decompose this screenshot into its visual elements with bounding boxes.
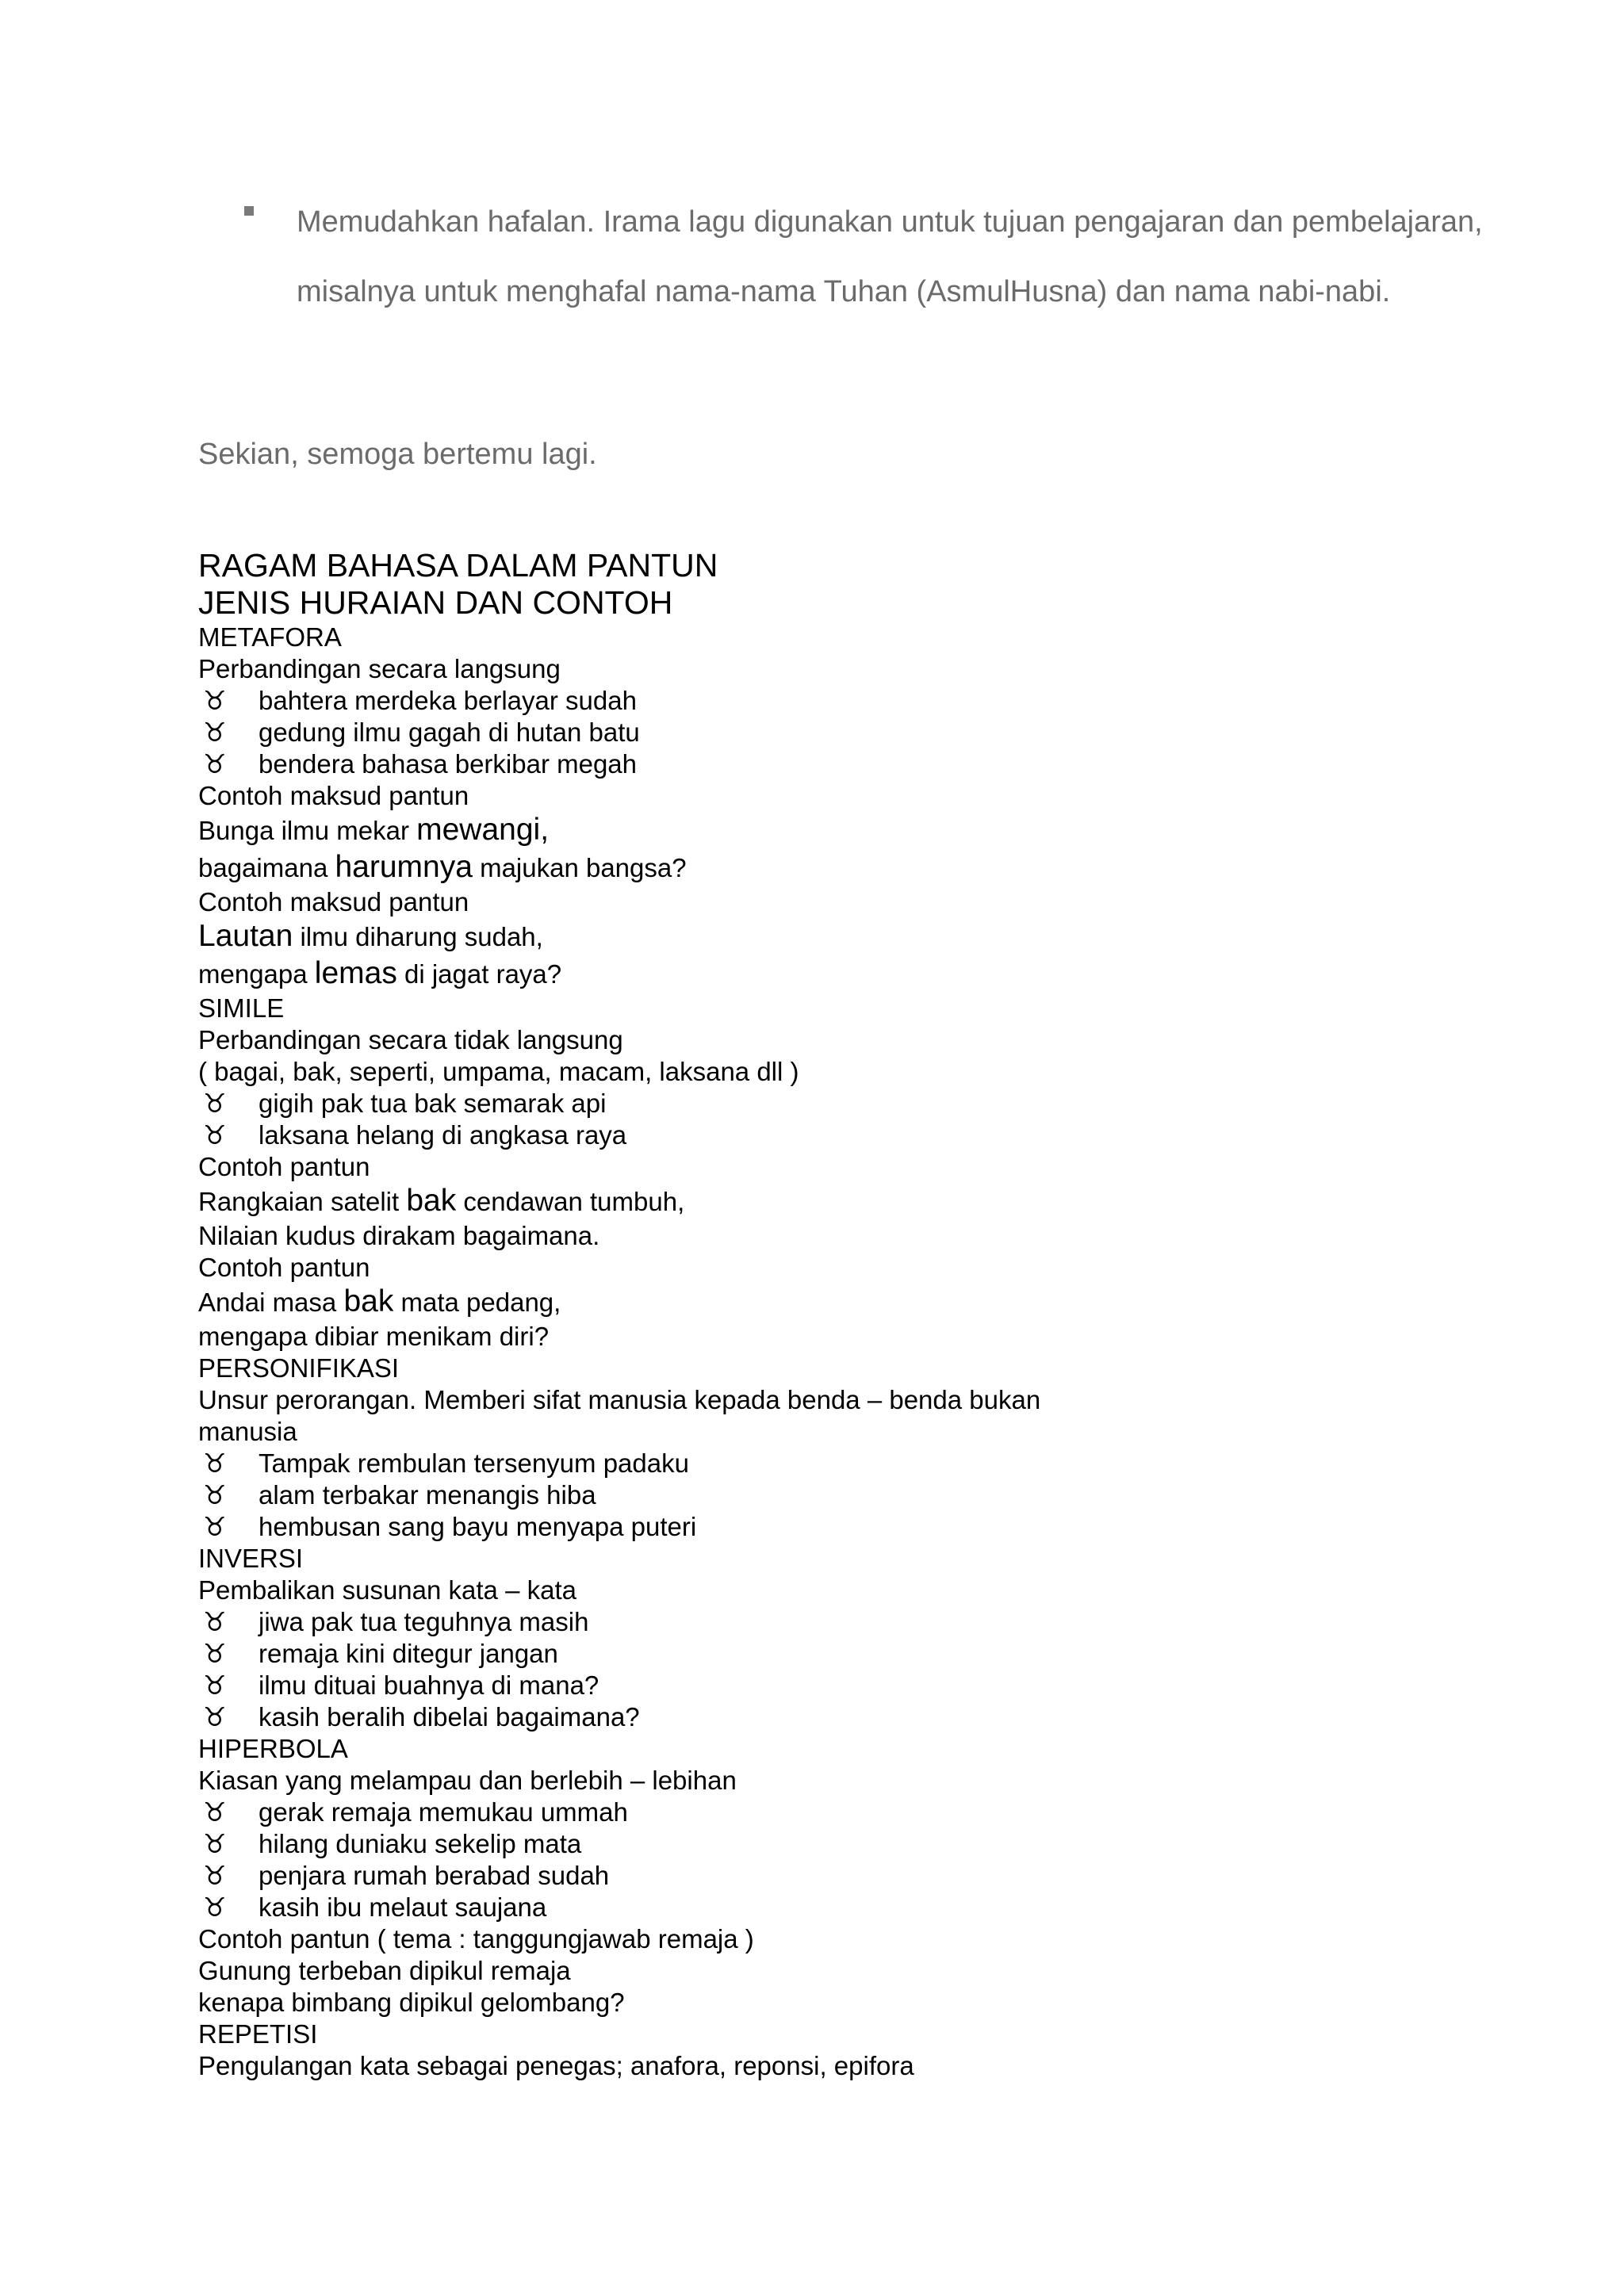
hiperbola-description: Kiasan yang melampau dan berlebih – lebihan (198, 1766, 737, 1795)
taurus-bullet-icon: ♉ (203, 718, 227, 747)
list-item: ♉ laksana helang di angkasa raya (198, 1119, 1546, 1151)
pantun-line: Lautan ilmu diharung sudah, (198, 919, 543, 953)
list-item: ♉ penjara rumah berabad sudah (198, 1860, 1546, 1892)
pantun-line: bagaimana harumnya majukan bangsa? (198, 850, 687, 884)
list-item: ♉ hembusan sang bayu menyapa puteri (198, 1511, 1546, 1543)
list-item: ♉ jiwa pak tua teguhnya masih (198, 1606, 1546, 1638)
pantun-line: mengapa lemas di jagat raya? (198, 956, 562, 990)
list-item: ♉ gigih pak tua bak semarak api (198, 1088, 1546, 1119)
example-label: Contoh pantun (198, 1152, 370, 1181)
list-item: ♉ bendera bahasa berkibar megah (198, 748, 1546, 780)
document-subtitle: JENIS HURAIAN DAN CONTOH (198, 584, 673, 621)
pantun-line: Nilaian kudus dirakam bagaimana. (198, 1221, 600, 1250)
document-title: RAGAM BAHASA DALAM PANTUN (198, 547, 718, 584)
main-content (198, 547, 1546, 2082)
list-item: ♉ ilmu dituai buahnya di mana? (198, 1670, 1546, 1701)
personifikasi-description: Unsur perorangan. Memberi sifat manusia kepada benda – benda bukan manusia (198, 1385, 1041, 1446)
taurus-bullet-icon: ♉ (203, 1670, 227, 1700)
repetisi-description: Pengulangan kata sebagai penegas; anafora, reponsi, epifora (198, 2051, 914, 2080)
taurus-bullet-icon: ♉ (203, 686, 227, 715)
square-bullet-icon (244, 206, 254, 216)
example-label: Contoh pantun (198, 1253, 370, 1282)
taurus-bullet-icon: ♉ (203, 1861, 227, 1890)
taurus-bullet-icon: ♉ (203, 1639, 227, 1668)
closing-text: Sekian, semoga bertemu lagi. (198, 438, 597, 471)
pantun-line: mengapa dibiar menikam diri? (198, 1322, 550, 1351)
section-heading-simile: SIMILE (198, 993, 285, 1023)
list-item: ♉ kasih ibu melaut saujana (198, 1892, 1546, 1923)
taurus-bullet-icon: ♉ (203, 1892, 227, 1922)
list-item: ♉ hilang duniaku sekelip mata (198, 1828, 1546, 1860)
list-item: ♉ bahtera merdeka berlayar sudah (198, 685, 1546, 717)
list-item: ♉ gerak remaja memukau ummah (198, 1797, 1546, 1828)
list-item: ♉ kasih beralih dibelai bagaimana? (198, 1701, 1546, 1733)
taurus-bullet-icon: ♉ (203, 1607, 227, 1636)
taurus-bullet-icon: ♉ (203, 1829, 227, 1858)
simile-description-examples: ( bagai, bak, seperti, umpama, macam, laksana dll ) (198, 1057, 799, 1086)
taurus-bullet-icon: ♉ (203, 1448, 227, 1478)
taurus-bullet-icon: ♉ (203, 1480, 227, 1510)
pantun-line: Bunga ilmu mekar mewangi, (198, 813, 550, 847)
section-heading-hiperbola: HIPERBOLA (198, 1734, 348, 1763)
example-label: Contoh maksud pantun (198, 781, 469, 810)
taurus-bullet-icon: ♉ (203, 1120, 227, 1150)
list-item: ♉ gedung ilmu gagah di hutan batu (198, 717, 1546, 748)
list-item: ♉ alam terbakar menangis hiba (198, 1479, 1546, 1511)
taurus-bullet-icon: ♉ (203, 1797, 227, 1827)
pantun-line: Rangkaian satelit bak cendawan tumbuh, (198, 1184, 685, 1218)
pantun-line: Andai masa bak mata pedang, (198, 1284, 561, 1318)
example-label: Contoh pantun ( tema : tanggungjawab remaja ) (198, 1924, 754, 1954)
taurus-bullet-icon: ♉ (203, 1512, 227, 1541)
bullet-text: Memudahkan hafalan. Irama lagu digunakan untuk tujuan pengajaran dan pembelajaran, misalnya untuk menghafal nama-nama Tuhan (AsmulHusna) dan nama nabi-nabi. (297, 205, 1483, 308)
pantun-line: kenapa bimbang dipikul gelombang? (198, 1988, 625, 2017)
list-item: ♉ remaja kini ditegur jangan (198, 1638, 1546, 1670)
taurus-bullet-icon: ♉ (203, 1089, 227, 1118)
metafora-description: Perbandingan secara langsung (198, 654, 561, 683)
taurus-bullet-icon: ♉ (203, 749, 227, 779)
simile-description: Perbandingan secara tidak langsung (198, 1025, 623, 1054)
inversi-description: Pembalikan susunan kata – kata (198, 1575, 576, 1605)
section-heading-personifikasi: PERSONIFIKASI (198, 1353, 400, 1383)
list-item: ♉ Tampak rembulan tersenyum padaku (198, 1448, 1546, 1479)
pantun-line: Gunung terbeban dipikul remaja (198, 1956, 571, 1985)
taurus-bullet-icon: ♉ (203, 1702, 227, 1732)
section-heading-inversi: INVERSI (198, 1544, 304, 1573)
example-label: Contoh maksud pantun (198, 887, 469, 916)
section-heading-repetisi: REPETISI (198, 2019, 318, 2049)
section-heading-metafora: METAFORA (198, 622, 342, 652)
